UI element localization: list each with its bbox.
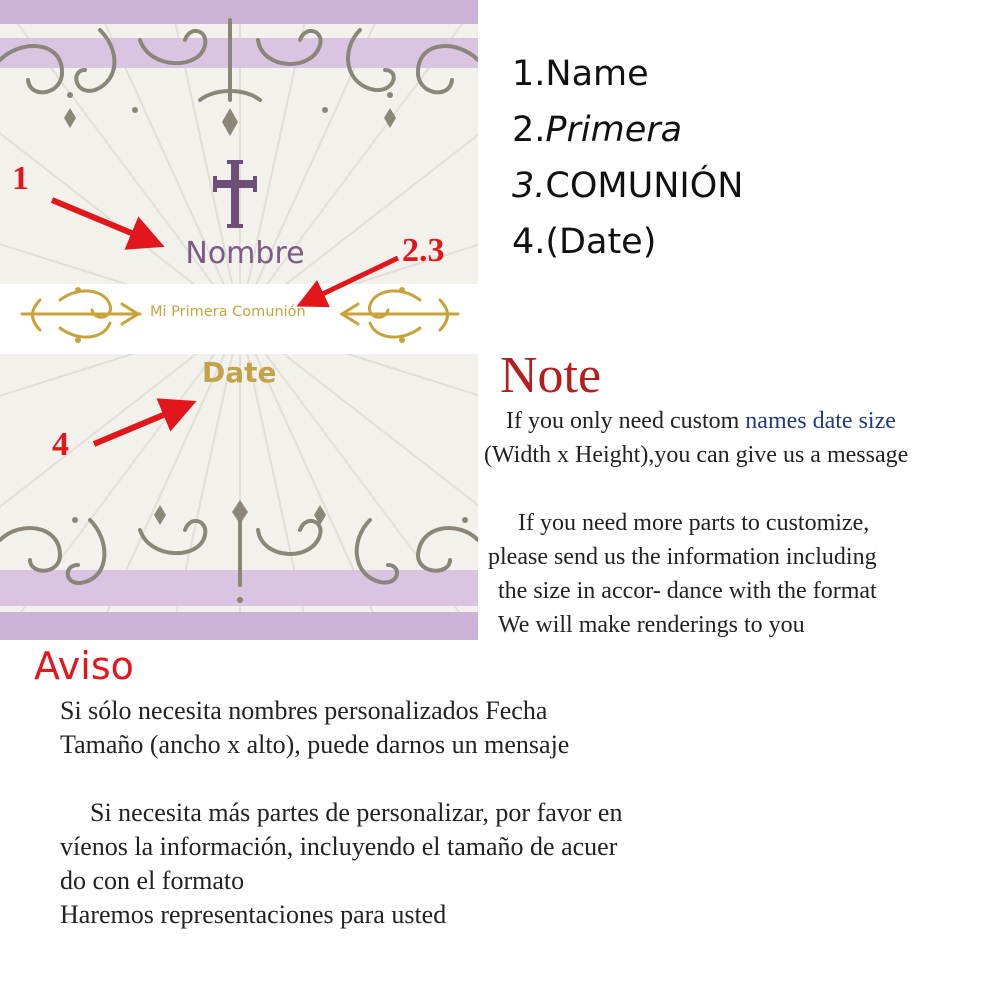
banner-date-text: Date [202,356,277,389]
note-title: Note [500,347,602,404]
banner-subtitle-text: Mi Primera Comunión [150,304,306,320]
legend-item-3 [512,158,743,214]
callout-arrow-4 [94,408,180,444]
note-line: If you need more parts to customize, [518,510,870,536]
legend-item-text: Primera [545,110,683,150]
legend-list [512,46,743,270]
aviso-line: Si sólo necesita nombres personalizados Fecha [60,696,548,725]
legend-item-2 [512,102,743,158]
aviso-body [60,694,622,932]
legend-item-num: 2. [512,110,546,150]
callout-label-2-3: 2.3 [402,232,445,269]
aviso-line: Si necesita más partes de personalizar, por favor en [90,798,623,827]
note-highlight: names date size [745,408,896,434]
legend-item-text: Name [545,54,649,94]
note-line: We will make renderings to you [498,612,805,638]
callout-label-1: 1 [12,160,29,197]
aviso-line: do con el formato [60,866,245,895]
legend-item-text: (Date) [545,222,657,262]
callout-label-4: 4 [52,426,69,463]
legend-item-1 [512,46,743,102]
note-body [484,404,908,642]
legend-item-num: 4. [512,222,546,262]
note-line: the size in accor- dance with the format [498,578,877,604]
note-line: (Width x Height),you can give us a message [484,442,909,468]
legend-item-num: 1. [512,54,546,94]
legend-item-num: 3. [512,166,546,206]
aviso-line: Tamaño (ancho x alto), puede darnos un mensaje [60,730,570,759]
note-line: If you only need custom [506,408,746,434]
legend-item-text: COMUNIÓN [545,166,744,206]
aviso-line: víenos la información, incluyendo el tamaño de acuer [60,832,618,861]
callout-arrow-1 [52,200,148,240]
aviso-line: Haremos representaciones para usted [60,900,447,929]
note-line: please send us the information including [488,544,877,570]
banner-name-text: Nombre [185,236,305,271]
callout-arrow-2-3 [310,258,398,300]
aviso-title: Aviso [34,644,134,688]
legend-item-4 [512,214,743,270]
